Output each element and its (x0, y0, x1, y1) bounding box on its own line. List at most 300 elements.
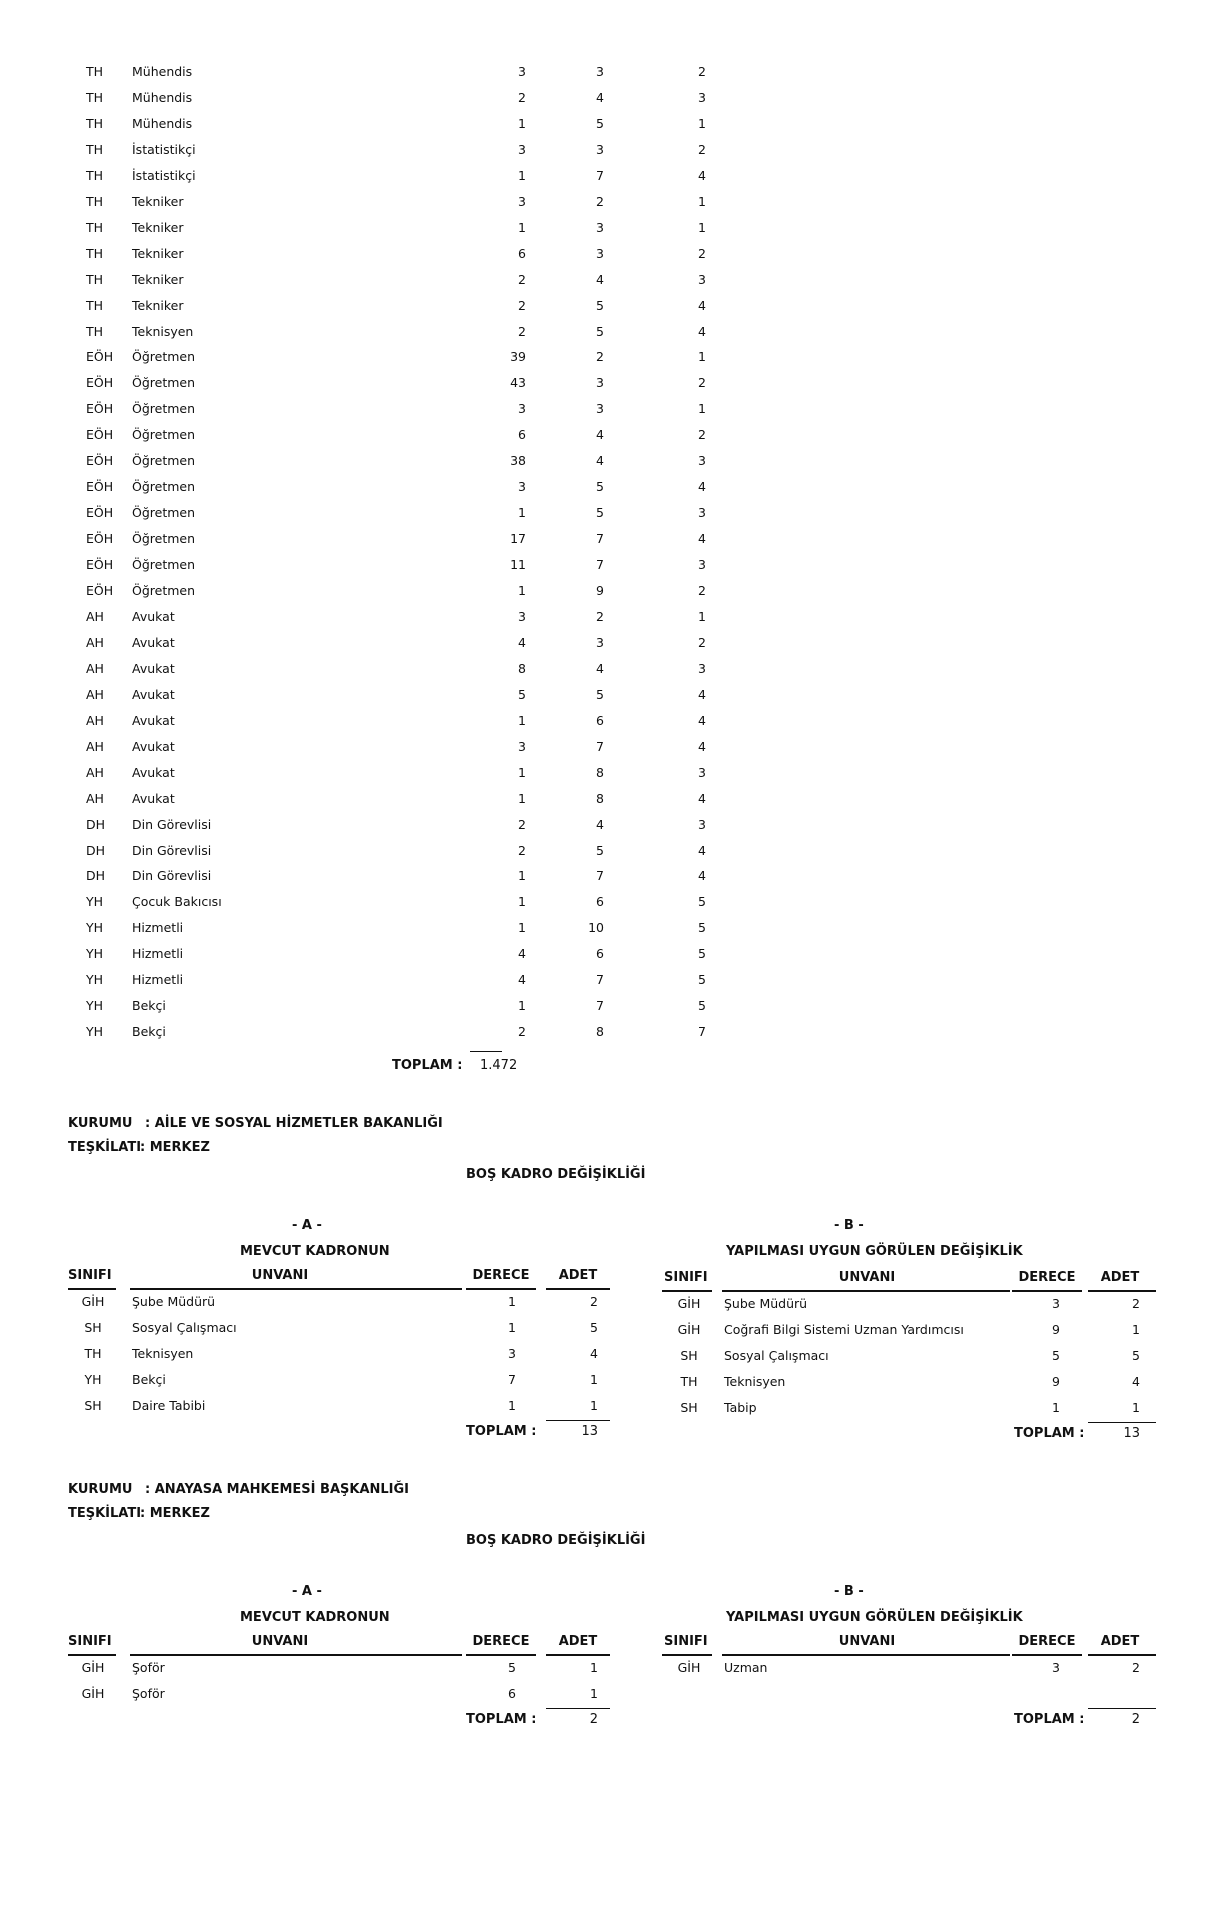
unvani-cell: Hizmetli (132, 920, 184, 935)
value-cell: 2 (698, 142, 706, 157)
a-heading: MEVCUT KADRONUN (240, 1610, 390, 1625)
derece-cell: 5 (596, 687, 604, 702)
value-cell: 4 (698, 843, 706, 858)
unvani-cell: Avukat (132, 609, 175, 624)
sinifi-cell: DH (86, 817, 106, 832)
sinifi-cell: TH (680, 1374, 698, 1389)
derece-cell: 4 (596, 272, 604, 287)
unvani-cell: Öğretmen (132, 557, 196, 572)
table-row (0, 557, 760, 583)
total-label: TOPLAM : (466, 1712, 537, 1727)
table-row (0, 168, 760, 194)
adet-cell: 2 (1132, 1660, 1140, 1675)
adet-cell: 4 (518, 946, 526, 961)
main-total-value: 1.472 (480, 1058, 518, 1073)
value-cell: 1 (698, 194, 706, 209)
teskilati-value: : MERKEZ (140, 1140, 210, 1155)
derece-cell: 7 (596, 168, 604, 183)
sinifi-cell: EÖH (86, 479, 114, 494)
adet-cell: 6 (518, 427, 526, 442)
derece-cell: 3 (596, 246, 604, 261)
derece-cell: 4 (596, 817, 604, 832)
adet-header: ADET (558, 1634, 598, 1649)
adet-cell: 2 (590, 1294, 598, 1309)
value-cell: 4 (698, 298, 706, 313)
unvani-cell: Öğretmen (132, 401, 196, 416)
sinifi-cell: TH (86, 168, 104, 183)
table-row (0, 349, 760, 375)
header-rule (68, 1288, 116, 1290)
table-row (0, 324, 760, 350)
sinifi-cell: TH (86, 116, 104, 131)
table-row (0, 998, 760, 1024)
derece-cell: 1 (1052, 1400, 1060, 1415)
derece-cell: 5 (596, 479, 604, 494)
table-row (0, 298, 760, 324)
table-row (0, 791, 760, 817)
derece-cell: 4 (596, 427, 604, 442)
sinifi-header: SINIFI (68, 1268, 112, 1283)
adet-cell: 1 (590, 1372, 598, 1387)
sinifi-cell: SH (84, 1320, 102, 1335)
table-row (0, 64, 760, 90)
adet-cell: 3 (518, 142, 526, 157)
adet-header: ADET (1100, 1634, 1140, 1649)
unvani-cell: Din Görevlisi (132, 817, 212, 832)
adet-cell: 5 (590, 1320, 598, 1335)
derece-cell: 6 (508, 1686, 516, 1701)
sinifi-cell: EÖH (86, 375, 114, 390)
sinifi-header: SINIFI (664, 1270, 708, 1285)
table-row (0, 272, 760, 298)
derece-cell: 7 (596, 557, 604, 572)
derece-cell: 1 (508, 1398, 516, 1413)
derece-cell: 7 (596, 868, 604, 883)
value-cell: 5 (698, 894, 706, 909)
table-row (0, 142, 760, 168)
adet-cell: 4 (590, 1346, 598, 1361)
a-heading: MEVCUT KADRONUN (240, 1244, 390, 1259)
adet-cell: 17 (510, 531, 526, 546)
adet-cell: 1 (518, 920, 526, 935)
value-cell: 4 (698, 739, 706, 754)
sinifi-cell: GİH (81, 1686, 105, 1701)
adet-cell: 2 (518, 843, 526, 858)
kurumu-value: : ANAYASA MAHKEMESİ BAŞKANLIĞI (145, 1482, 410, 1497)
table-row (0, 90, 760, 116)
sinifi-cell: YH (86, 946, 104, 961)
table-row (0, 765, 760, 791)
adet-cell: 1 (518, 765, 526, 780)
value-cell: 3 (698, 817, 706, 832)
value-cell: 3 (698, 557, 706, 572)
derece-cell: 7 (596, 531, 604, 546)
derece-cell: 3 (596, 142, 604, 157)
value-cell: 2 (698, 246, 706, 261)
derece-cell: 8 (596, 1024, 604, 1039)
unvani-cell: Din Görevlisi (132, 868, 212, 883)
derece-cell: 5 (596, 505, 604, 520)
kurumu-label: KURUMU (68, 1116, 133, 1131)
table-row (0, 920, 760, 946)
unvani-cell: Avukat (132, 635, 175, 650)
header-rule (722, 1290, 1010, 1292)
unvani-cell: Öğretmen (132, 505, 196, 520)
header-rule (130, 1288, 462, 1290)
unvani-cell: Mühendis (132, 90, 193, 105)
unvani-cell: Teknisyen (132, 324, 194, 339)
derece-cell: 6 (596, 894, 604, 909)
sinifi-cell: DH (86, 843, 106, 858)
adet-cell: 3 (518, 401, 526, 416)
total-label: TOPLAM : (1014, 1426, 1085, 1441)
adet-cell: 5 (1132, 1348, 1140, 1363)
derece-cell: 4 (596, 90, 604, 105)
unvani-cell: Şube Müdürü (724, 1296, 808, 1311)
derece-header: DERECE (1018, 1270, 1076, 1285)
table-row (0, 739, 760, 765)
teskilati-label: TEŞKİLATI (68, 1506, 142, 1521)
sinifi-cell: YH (84, 1372, 102, 1387)
a-marker: - A - (292, 1584, 322, 1599)
adet-cell: 38 (510, 453, 526, 468)
b-marker: - B - (834, 1584, 864, 1599)
unvani-cell: Şoför (132, 1660, 165, 1675)
derece-header: DERECE (472, 1634, 530, 1649)
b-marker: - B - (834, 1218, 864, 1233)
unvani-header: UNVANI (251, 1634, 309, 1649)
derece-cell: 5 (508, 1660, 516, 1675)
adet-cell: 6 (518, 246, 526, 261)
total-label: TOPLAM : (1014, 1712, 1085, 1727)
adet-cell: 2 (518, 272, 526, 287)
derece-cell: 7 (596, 972, 604, 987)
total-value: 13 (1123, 1426, 1140, 1441)
derece-cell: 5 (596, 324, 604, 339)
sinifi-cell: YH (86, 920, 104, 935)
derece-cell: 2 (596, 194, 604, 209)
derece-cell: 3 (596, 64, 604, 79)
table-row (0, 894, 760, 920)
header-rule (546, 1288, 610, 1290)
sinifi-cell: EÖH (86, 583, 114, 598)
header-rule (68, 1654, 116, 1656)
unvani-header: UNVANI (251, 1268, 309, 1283)
value-cell: 4 (698, 479, 706, 494)
derece-cell: 5 (596, 843, 604, 858)
unvani-cell: Öğretmen (132, 479, 196, 494)
value-cell: 2 (698, 427, 706, 442)
unvani-cell: Bekçi (132, 998, 166, 1013)
value-cell: 1 (698, 349, 706, 364)
derece-cell: 4 (596, 661, 604, 676)
table-row (0, 868, 760, 894)
sinifi-cell: GİH (677, 1660, 701, 1675)
derece-cell: 7 (508, 1372, 516, 1387)
sinifi-header: SINIFI (664, 1634, 708, 1649)
total-rule (1088, 1708, 1156, 1709)
unvani-cell: Avukat (132, 765, 175, 780)
sinifi-cell: SH (680, 1348, 698, 1363)
header-rule (130, 1654, 462, 1656)
adet-cell: 4 (518, 635, 526, 650)
table-row (0, 843, 760, 869)
sinifi-cell: GİH (677, 1296, 701, 1311)
value-cell: 1 (698, 401, 706, 416)
adet-header: ADET (1100, 1270, 1140, 1285)
sinifi-header: SINIFI (68, 1634, 112, 1649)
value-cell: 5 (698, 920, 706, 935)
header-rule (1012, 1654, 1082, 1656)
sinifi-cell: TH (86, 142, 104, 157)
unvani-header: UNVANI (838, 1270, 896, 1285)
unvani-cell: Coğrafi Bilgi Sistemi Uzman Yardımcısı (724, 1322, 964, 1337)
table-row (0, 817, 760, 843)
table-row (0, 583, 760, 609)
total-rule (546, 1420, 610, 1421)
sinifi-cell: AH (86, 687, 104, 702)
derece-cell: 9 (596, 583, 604, 598)
table-row (0, 505, 760, 531)
table-row (0, 116, 760, 142)
header-rule (1088, 1654, 1156, 1656)
unvani-cell: Bekçi (132, 1024, 166, 1039)
section-title: BOŞ KADRO DEĞİŞİKLİĞİ (466, 1533, 646, 1548)
unvani-cell: Öğretmen (132, 453, 196, 468)
sinifi-cell: GİH (81, 1294, 105, 1309)
adet-cell: 39 (510, 349, 526, 364)
adet-cell: 1 (1132, 1322, 1140, 1337)
header-rule (466, 1654, 536, 1656)
derece-cell: 5 (1052, 1348, 1060, 1363)
unvani-cell: Öğretmen (132, 427, 196, 442)
derece-cell: 10 (588, 920, 604, 935)
adet-cell: 2 (518, 298, 526, 313)
adet-cell: 3 (518, 609, 526, 624)
unvani-cell: Avukat (132, 739, 175, 754)
unvani-cell: Öğretmen (132, 375, 196, 390)
derece-cell: 2 (596, 349, 604, 364)
derece-cell: 7 (596, 739, 604, 754)
sinifi-cell: TH (86, 90, 104, 105)
value-cell: 2 (698, 583, 706, 598)
adet-cell: 3 (518, 64, 526, 79)
sinifi-cell: YH (86, 1024, 104, 1039)
unvani-cell: Avukat (132, 687, 175, 702)
sinifi-cell: YH (86, 972, 104, 987)
value-cell: 3 (698, 765, 706, 780)
total-label: TOPLAM : (466, 1424, 537, 1439)
derece-cell: 2 (596, 609, 604, 624)
table-row (0, 531, 760, 557)
unvani-cell: Öğretmen (132, 583, 196, 598)
value-cell: 1 (698, 609, 706, 624)
derece-cell: 3 (596, 220, 604, 235)
sinifi-cell: YH (86, 998, 104, 1013)
table-row (0, 375, 760, 401)
table-row (0, 635, 760, 661)
sinifi-cell: YH (86, 894, 104, 909)
sinifi-cell: SH (680, 1400, 698, 1415)
derece-cell: 3 (1052, 1660, 1060, 1675)
unvani-cell: Tabip (724, 1400, 757, 1415)
adet-cell: 3 (518, 739, 526, 754)
sinifi-cell: EÖH (86, 557, 114, 572)
sinifi-cell: EÖH (86, 427, 114, 442)
unvani-cell: Çocuk Bakıcısı (132, 894, 222, 909)
b-heading: YAPILMASI UYGUN GÖRÜLEN DEĞİŞİKLİK (726, 1244, 1023, 1259)
sinifi-cell: TH (84, 1346, 102, 1361)
unvani-cell: Bekçi (132, 1372, 166, 1387)
adet-cell: 43 (510, 375, 526, 390)
total-rule (546, 1708, 610, 1709)
header-rule (662, 1654, 712, 1656)
adet-cell: 8 (518, 661, 526, 676)
unvani-cell: Tekniker (132, 194, 184, 209)
derece-cell: 3 (508, 1346, 516, 1361)
sinifi-cell: GİH (81, 1660, 105, 1675)
value-cell: 3 (698, 272, 706, 287)
unvani-cell: Şube Müdürü (132, 1294, 216, 1309)
unvani-cell: Avukat (132, 791, 175, 806)
adet-cell: 1 (518, 998, 526, 1013)
sinifi-cell: EÖH (86, 349, 114, 364)
header-rule (1012, 1290, 1082, 1292)
adet-cell: 1 (590, 1660, 598, 1675)
unvani-cell: Tekniker (132, 246, 184, 261)
unvani-header: UNVANI (838, 1634, 896, 1649)
value-cell: 4 (698, 324, 706, 339)
unvani-cell: Mühendis (132, 116, 193, 131)
a-marker: - A - (292, 1218, 322, 1233)
total-value: 2 (589, 1712, 598, 1727)
adet-cell: 1 (590, 1398, 598, 1413)
derece-cell: 8 (596, 765, 604, 780)
sinifi-cell: AH (86, 739, 104, 754)
sinifi-cell: AH (86, 635, 104, 650)
adet-cell: 4 (1132, 1374, 1140, 1389)
derece-cell: 7 (596, 998, 604, 1013)
unvani-cell: Din Görevlisi (132, 843, 212, 858)
table-row (0, 479, 760, 505)
value-cell: 2 (698, 635, 706, 650)
unvani-cell: Avukat (132, 661, 175, 676)
adet-cell: 1 (518, 505, 526, 520)
kurumu-label: KURUMU (68, 1482, 133, 1497)
sinifi-cell: AH (86, 713, 104, 728)
value-cell: 4 (698, 791, 706, 806)
sinifi-cell: SH (84, 1398, 102, 1413)
table-row (0, 194, 760, 220)
sinifi-cell: EÖH (86, 531, 114, 546)
value-cell: 3 (698, 90, 706, 105)
adet-cell: 1 (518, 583, 526, 598)
unvani-cell: Tekniker (132, 220, 184, 235)
teskilati-value: : MERKEZ (140, 1506, 210, 1521)
derece-cell: 8 (596, 791, 604, 806)
unvani-cell: Tekniker (132, 298, 184, 313)
derece-cell: 6 (596, 946, 604, 961)
sinifi-cell: AH (86, 661, 104, 676)
sinifi-cell: TH (86, 64, 104, 79)
unvani-cell: Sosyal Çalışmacı (132, 1320, 237, 1335)
adet-cell: 2 (1132, 1296, 1140, 1311)
derece-header: DERECE (472, 1268, 530, 1283)
total-rule (470, 1051, 502, 1052)
derece-cell: 5 (596, 116, 604, 131)
unvani-cell: Öğretmen (132, 349, 196, 364)
unvani-cell: Sosyal Çalışmacı (724, 1348, 829, 1363)
adet-header: ADET (558, 1268, 598, 1283)
sinifi-cell: EÖH (86, 505, 114, 520)
table-row (0, 713, 760, 739)
derece-cell: 4 (596, 453, 604, 468)
adet-cell: 3 (518, 479, 526, 494)
adet-cell: 2 (518, 1024, 526, 1039)
header-rule (546, 1654, 610, 1656)
unvani-cell: Daire Tabibi (132, 1398, 206, 1413)
table-row (0, 401, 760, 427)
unvani-cell: Teknisyen (724, 1374, 786, 1389)
table-row (0, 661, 760, 687)
sinifi-cell: TH (86, 324, 104, 339)
value-cell: 5 (698, 998, 706, 1013)
adet-cell: 4 (518, 972, 526, 987)
unvani-cell: Öğretmen (132, 531, 196, 546)
kurumu-value: : AİLE VE SOSYAL HİZMETLER BAKANLIĞI (145, 1116, 443, 1131)
derece-cell: 9 (1052, 1322, 1060, 1337)
unvani-cell: Mühendis (132, 64, 193, 79)
value-cell: 4 (698, 713, 706, 728)
table-row (0, 946, 760, 972)
total-value: 2 (1131, 1712, 1140, 1727)
adet-cell: 2 (518, 90, 526, 105)
adet-cell: 1 (590, 1686, 598, 1701)
header-rule (1088, 1290, 1156, 1292)
section-title: BOŞ KADRO DEĞİŞİKLİĞİ (466, 1167, 646, 1182)
unvani-cell: Tekniker (132, 272, 184, 287)
sinifi-cell: EÖH (86, 401, 114, 416)
sinifi-cell: AH (86, 791, 104, 806)
derece-cell: 6 (596, 713, 604, 728)
derece-cell: 3 (596, 375, 604, 390)
table-row (0, 220, 760, 246)
header-rule (466, 1288, 536, 1290)
adet-cell: 1 (518, 116, 526, 131)
adet-cell: 2 (518, 817, 526, 832)
sinifi-cell: EÖH (86, 453, 114, 468)
header-rule (662, 1290, 712, 1292)
sinifi-cell: TH (86, 194, 104, 209)
sinifi-cell: AH (86, 609, 104, 624)
table-row (0, 453, 760, 479)
b-heading: YAPILMASI UYGUN GÖRÜLEN DEĞİŞİKLİK (726, 1610, 1023, 1625)
value-cell: 1 (698, 220, 706, 235)
derece-cell: 3 (596, 635, 604, 650)
table-row (0, 1024, 760, 1050)
adet-cell: 1 (518, 713, 526, 728)
unvani-cell: İstatistikçi (132, 168, 196, 183)
sinifi-cell: TH (86, 298, 104, 313)
table-row (0, 246, 760, 272)
value-cell: 7 (698, 1024, 706, 1039)
total-rule (1088, 1422, 1156, 1423)
header-rule (722, 1654, 1010, 1656)
adet-cell: 11 (510, 557, 526, 572)
unvani-cell: İstatistikçi (132, 142, 196, 157)
value-cell: 2 (698, 375, 706, 390)
value-cell: 4 (698, 868, 706, 883)
